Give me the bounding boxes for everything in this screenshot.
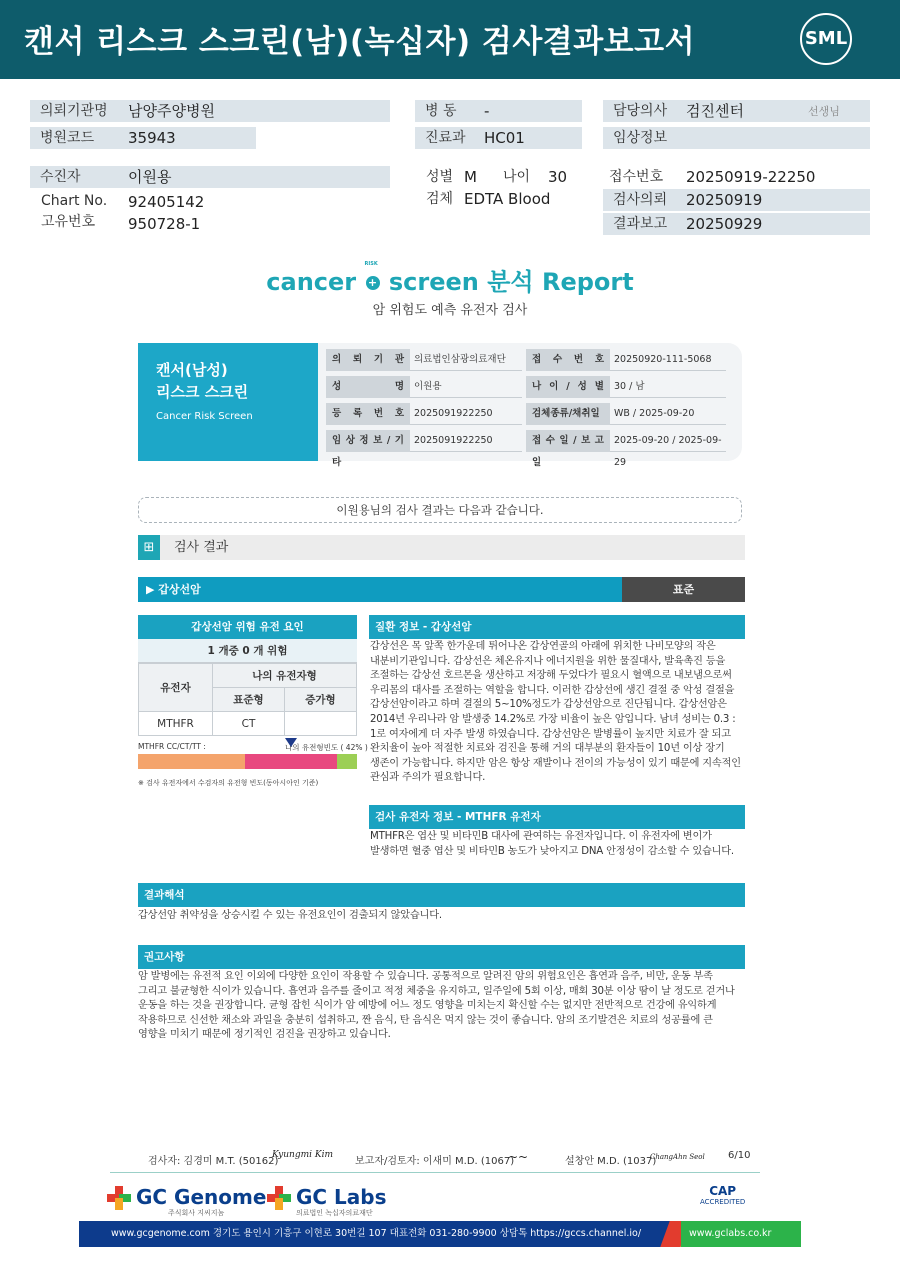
frequency-bar [138, 754, 357, 769]
col-mine: 나의 유전자형 [213, 664, 357, 688]
brand-risk-icon [364, 261, 381, 296]
brand-risk-text: RISK [364, 261, 378, 267]
text-line: 운동을 하는 것을 권장합니다. 균형 잡힌 식이가 암 예방에 어느 정도 영향을 미치는지 확신할 수는 없지만 전반적으로 건강에 유익하게 [138, 1000, 717, 1012]
footer-website[interactable]: www.gclabs.co.kr [689, 1228, 772, 1239]
cap-text: CAP [709, 1184, 737, 1198]
text-line: 암 발병에는 유전적 요인 이외에 다양한 요인이 작용할 수 있습니다. 공통적으로 알려진 암의 위험요인은 흡연과 음주, 비만, 운동 부족 [138, 971, 713, 982]
age-label: 나이 [503, 169, 531, 185]
brand-cancer: cancer [266, 268, 357, 296]
clinical-label: 임상정보 [613, 130, 668, 146]
card-title-en: Cancer Risk Screen [156, 411, 253, 422]
text-line: 작용하므로 신선한 채소와 과일을 충분히 섭취하고, 짠 음식, 탄 음식은 먹지 않는 것이 좋습니다. 암의 조기발견은 치료의 성공률에 큰 [138, 1014, 713, 1026]
gene-name: MTHFR [139, 712, 213, 736]
card-cell-label: 나 이 / 성 별 [526, 376, 610, 398]
examinee-value: 이원용 [128, 168, 172, 186]
freq-marker-label: 나의 유전형빈도 ( 42% ) [285, 743, 368, 752]
freq-left-label: MTHFR CC/CT/TT : [138, 742, 206, 751]
gc-labs-sub: 의료법인 녹십자의료재단 [296, 1209, 373, 1217]
reviewer-signature: ~~ [508, 1150, 529, 1164]
brand-report: 분석 Report [487, 268, 634, 296]
interpretation-header: 결과해석 [138, 883, 745, 907]
specimen-label: 검체 [426, 191, 454, 207]
card-cell-value: 의료법인삼광의료재단 [410, 349, 522, 371]
clinical-row [603, 127, 870, 149]
card-title-panel [138, 343, 318, 461]
id-label: 고유번호 [41, 214, 96, 230]
interpretation-text: 갑상선암 취약성을 상승시킬 수 있는 유전요인이 검출되지 않았습니다. [138, 910, 442, 921]
frequency-segment [138, 754, 245, 769]
receipt-value: 20250919-22250 [686, 168, 816, 186]
text-line: 우리몸의 대사를 조절하는 역할을 합니다. 이러한 갑상선에 생긴 결절 중 악성 결절을 [370, 684, 735, 696]
recommendation-header: 권고사항 [138, 945, 745, 969]
footer-divider [110, 1172, 760, 1173]
hospital-label: 의뢰기관명 [40, 103, 108, 119]
thyroid-standard-badge: 표준 [622, 577, 745, 602]
report-label: 결과보고 [613, 216, 668, 232]
cap-sub: ACCREDITED [700, 1198, 746, 1206]
sml-logo: SML [800, 13, 852, 65]
brand-screen: screen [388, 268, 479, 296]
freq-footnote: ※ 검사 유전자에서 수검자의 유전형 빈도(동아시아인 기준) [138, 779, 319, 787]
request-label: 검사의뢰 [613, 192, 668, 208]
text-line: MTHFR은 엽산 및 비타민B 대사에 관여하는 유전자입니다. 이 유전자에 변이가 [370, 831, 712, 842]
gene-genotype: CT [213, 712, 285, 736]
text-line: 관심과 주의가 필요합니다. [370, 772, 486, 784]
text-line: 갑상선은 목 앞쪽 한가운데 튀어나온 갑상연골의 아래에 위치한 나비모양의 작은 [370, 641, 716, 652]
thyroid-bar: ▶ 갑상선암 [138, 577, 622, 602]
sex-label: 성별 [426, 169, 454, 185]
card-cell-label: 성 명 [326, 376, 410, 398]
approver-signature: ChangAhn Seol [650, 1153, 705, 1161]
card-cell-label: 접 수 번 호 [526, 349, 610, 371]
frequency-segment [245, 754, 337, 769]
recommendation-text [138, 970, 735, 1043]
receipt-label: 접수번호 [609, 169, 664, 185]
text-line: 갑상선암이라고 하며 결절의 5~10%정도가 갑상선암으로 진단됩니다. 갑상선암은 [370, 699, 727, 711]
section-header [138, 535, 745, 560]
code-value: 35943 [128, 129, 176, 147]
sex-value: M [464, 168, 477, 186]
card-cell-label: 접 수 일 / 보 고 일 [526, 430, 610, 452]
card-cell-value: 이원용 [410, 376, 522, 398]
tester-signature: Kyungmi Kim [272, 1150, 333, 1160]
report-subtitle: 암 위험도 예측 유전자 검사 [372, 303, 528, 318]
request-value: 20250919 [686, 191, 763, 209]
card-cell-value: 2025091922250 [410, 430, 522, 452]
gene-info-text [370, 830, 734, 859]
code-label: 병원코드 [40, 130, 95, 146]
specimen-value: EDTA Blood [464, 190, 551, 208]
gc-cross-icon [267, 1186, 291, 1210]
text-line: 1로 여자에게 더 자주 발생 하였습니다. 갑상선암은 발병률이 높지만 치료가 잘 되고 [370, 728, 731, 740]
folder-plus-icon: ⊞ [138, 535, 160, 560]
text-line: 조절하는 갑상선 호르몬을 생산하고 저장해 두었다가 필요시 혈액으로 내보냄으로써 [370, 670, 732, 682]
table-row [139, 664, 357, 688]
text-line: 영향을 미치기 때문에 정기적인 검진을 권장하고 있습니다. [138, 1029, 391, 1041]
card-title-2: 리스크 스크린 [156, 383, 249, 401]
approver-sign: 설창안 M.D. (1037) [565, 1156, 657, 1167]
card-cell-label: 임 상 정 보 / 기 타 [326, 430, 410, 452]
dept-value: HC01 [484, 129, 525, 147]
frequency-segment [337, 754, 357, 769]
gc-cross-icon [107, 1186, 131, 1210]
gc-labs-logo: GC Labs [296, 1185, 387, 1209]
text-line: 완치율이 높아 적절한 치료와 검진을 통해 거의 대부분의 환자들이 10년 이상 장기 [370, 743, 725, 755]
ward-value: - [484, 102, 490, 120]
examinee-label: 수진자 [40, 169, 81, 185]
card-cell-value: WB / 2025-09-20 [610, 403, 726, 425]
footer-address: www.gcgenome.com 경기도 용인시 기흥구 이현로 30번길 107 대표전화 031-280-9900 상담톡 https://gccs.channel.io/ [111, 1228, 642, 1239]
cancer-screen-brand [0, 262, 900, 297]
disease-info-text [370, 640, 741, 786]
doctor-suffix: 선생님 [808, 105, 840, 118]
section-title: 검사 결과 [174, 540, 229, 555]
text-line: 그리고 불균형한 식이가 있습니다. 흡연과 음주를 줄이고 적정 체중을 유지하고, 일주일에 5회 이상, 매회 30분 이상 땀이 날 정도로 걷거나 [138, 985, 735, 997]
page-number: 6/10 [728, 1150, 751, 1161]
report-value: 20250929 [686, 215, 763, 233]
ward-label: 병 동 [425, 103, 457, 119]
card-title-1: 캔서(남성) [156, 361, 228, 379]
card-cell-label: 의 뢰 기 관 [326, 349, 410, 371]
tester-sign: 검사자: 김경미 M.T. (50162) [148, 1156, 279, 1167]
card-cell-value: 30 / 남 [610, 376, 726, 398]
result-notice: 이원용님의 검사 결과는 다음과 같습니다. [138, 497, 742, 523]
doctor-value: 검진센터 [686, 102, 744, 120]
text-line: 2014년 우리나라 암 발생중 14.2%로 가장 비율이 높은 암입니다. 남녀 성비는 0.3 : [370, 713, 736, 725]
gc-genome-logo: GC Genome [136, 1185, 267, 1209]
reviewer-sign: 보고자/검토자: 이새미 M.D. (1067) [355, 1156, 515, 1167]
card-cell-value: 2025-09-20 / 2025-09-29 [610, 430, 726, 452]
chart-label: Chart No. [41, 193, 108, 209]
card-cell-label: 검체종류/채취일 [526, 403, 610, 425]
text-line: 발생하면 혈중 엽산 및 비타민B 농도가 낮아지고 DNA 안정성이 감소할 수 있습니다. [370, 845, 734, 857]
text-line: 생존이 가능합니다. 하지만 암은 항상 재발이나 전이의 가능성이 있기 때문에 지속적인 [370, 757, 741, 769]
gene-info-header: 검사 유전자 정보 - MTHFR 유전자 [369, 805, 745, 829]
report-header [0, 0, 900, 79]
gene-hetero-value [284, 712, 356, 736]
col-hetero: 증가형 [284, 688, 356, 712]
genotype-marker-icon [285, 738, 297, 747]
id-value: 950728-1 [128, 215, 201, 233]
disease-info-header: 질환 정보 - 갑상선암 [369, 615, 745, 639]
gc-genome-sub: 주식회사 지씨지놈 [168, 1209, 225, 1217]
col-gene: 유전자 [139, 664, 213, 712]
age-value: 30 [548, 168, 568, 186]
col-std: 표준형 [213, 688, 285, 712]
card-cell-value: 20250920-111-5068 [610, 349, 726, 371]
hospital-value: 남양주양병원 [128, 102, 215, 120]
cap-accredited-logo [700, 1186, 745, 1208]
gene-table-header: 갑상선암 위험 유전 요인 [138, 615, 357, 639]
card-cell-label: 등 록 번 호 [326, 403, 410, 425]
card-cell-value: 2025091922250 [410, 403, 522, 425]
doctor-label: 담당의사 [613, 103, 668, 119]
ward-row [415, 100, 582, 122]
gene-table [138, 663, 357, 736]
table-row [139, 712, 357, 736]
footer-website-bar [681, 1221, 801, 1247]
report-title: 캔서 리스크 스크린(남)(녹십자) 검사결과보고서 [24, 24, 696, 60]
brand-risk-mark: + [366, 276, 380, 290]
chart-value: 92405142 [128, 193, 205, 211]
dept-label: 진료과 [425, 130, 466, 146]
text-line: 내분비기관입니다. 갑상선은 체온유지나 에너지원을 위한 물질대사, 발육촉진 등을 [370, 655, 726, 667]
gene-table-summary: 1 개중 0 개 위험 [138, 639, 357, 663]
summary-card [138, 343, 742, 468]
examinee-row [30, 166, 390, 188]
